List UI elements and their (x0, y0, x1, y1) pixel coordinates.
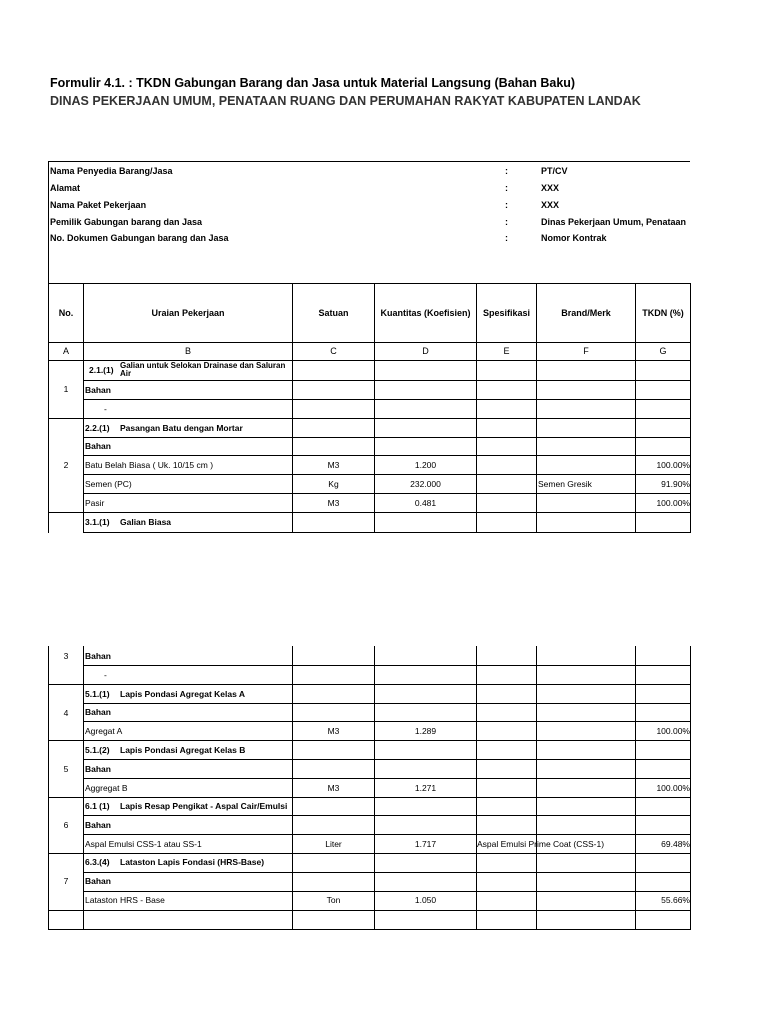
material-tkdn: 100.00% (656, 726, 690, 736)
item-code: 3.1.(1) (85, 517, 110, 527)
material-tkdn: 69.48% (661, 839, 690, 849)
item-title: Pasangan Batu dengan Mortar (120, 423, 243, 433)
material-qty: 0.481 (414, 498, 437, 508)
dash-placeholder: - (104, 670, 107, 680)
material-tkdn: 55.66% (661, 895, 690, 905)
item-title: Lapis Resap Pengikat - Aspal Cair/Emulsi (120, 801, 288, 811)
col-header-tkdn: TKDN (%) (642, 307, 684, 318)
material-name: Aggregat B (85, 783, 128, 793)
form-title: Formulir 4.1. : TKDN Gabungan Barang dan Jasa untuk Material Langsung (Bahan Baku) (50, 76, 576, 90)
row-number: 6 (63, 820, 69, 830)
material-name: Aspal Emulsi CSS-1 atau SS-1 (85, 839, 202, 849)
material-qty: 1.200 (414, 460, 437, 470)
material-unit: Liter (325, 839, 342, 849)
row-number: 4 (63, 708, 69, 718)
bahan-label: Bahan (85, 707, 111, 717)
material-unit: Ton (326, 895, 341, 905)
item-code: 5.1.(1) (85, 689, 110, 699)
material-name: Agregat A (85, 726, 123, 736)
form-subtitle: DINAS PEKERJAAN UMUM, PENATAAN RUANG DAN PERUMAHAN RAKYAT KABUPATEN LANDAK (50, 94, 641, 108)
letter-f: F (583, 346, 589, 356)
letter-d: D (422, 346, 429, 356)
material-qty: 1.050 (414, 895, 437, 905)
material-name: Lataston HRS - Base (85, 895, 165, 905)
letter-e: E (503, 346, 510, 356)
material-tkdn: 91.90% (661, 479, 690, 489)
bahan-label: Bahan (85, 441, 111, 451)
material-qty: 1.289 (414, 726, 437, 736)
item-title: Lataston Lapis Fondasi (HRS-Base) (120, 857, 265, 867)
col-header-no: No. (58, 307, 74, 318)
material-tkdn: 100.00% (656, 498, 690, 508)
item-title: Lapis Pondasi Agregat Kelas A (120, 689, 246, 699)
material-unit: Kg (328, 479, 339, 489)
material-name: Batu Belah Biasa ( Uk. 10/15 cm ) (85, 460, 214, 470)
item-code: 6.3.(4) (85, 857, 110, 867)
item-code: 6.1 (1) (85, 801, 110, 811)
col-header-kuantitas: Kuantitas (Koefisien) (380, 307, 471, 318)
bahan-label: Bahan (85, 385, 111, 395)
material-name: Semen (PC) (85, 479, 132, 489)
bahan-label: Bahan (85, 820, 111, 830)
material-brand: Semen Gresik (538, 479, 592, 489)
row-number: 5 (63, 764, 69, 774)
item-code: 2.1.(1) (89, 365, 114, 375)
row-number: 7 (63, 876, 69, 886)
material-unit: M3 (327, 460, 340, 470)
material-qty: 232.000 (410, 479, 441, 489)
item-code: 2.2.(1) (85, 423, 110, 433)
material-tkdn: 100.00% (656, 783, 690, 793)
letter-b: B (184, 346, 191, 356)
item-code: 5.1.(2) (85, 745, 110, 755)
letter-g: G (659, 346, 667, 356)
bahan-label: Bahan (85, 651, 111, 661)
bahan-label: Bahan (85, 764, 111, 774)
item-title: Lapis Pondasi Agregat Kelas B (120, 745, 246, 755)
material-spec: Aspal Emulsi Prime Coat (CSS-1) (477, 839, 605, 849)
material-unit: M3 (327, 726, 340, 736)
letter-a: A (62, 346, 69, 356)
material-tkdn: 100.00% (656, 460, 690, 470)
item-title: Galian untuk Selokan Drainase dan Saluran Air (120, 362, 286, 378)
bahan-label: Bahan (85, 876, 111, 886)
row-number: 2 (63, 460, 69, 470)
row-number: 3 (63, 651, 69, 661)
material-name: Pasir (85, 498, 105, 508)
letter-c: C (330, 346, 337, 356)
col-header-spesifikasi: Spesifikasi (482, 307, 531, 318)
material-unit: M3 (327, 783, 340, 793)
material-unit: M3 (327, 498, 340, 508)
col-header-uraian: Uraian Pekerjaan (151, 307, 225, 318)
col-header-satuan: Satuan (318, 307, 349, 318)
row-number: 1 (63, 384, 69, 394)
col-header-brand: Brand/Merk (561, 307, 611, 318)
item-title: Galian Biasa (120, 517, 172, 527)
material-qty: 1.717 (414, 839, 437, 849)
material-qty: 1.271 (414, 783, 437, 793)
dash-placeholder: - (104, 404, 107, 414)
